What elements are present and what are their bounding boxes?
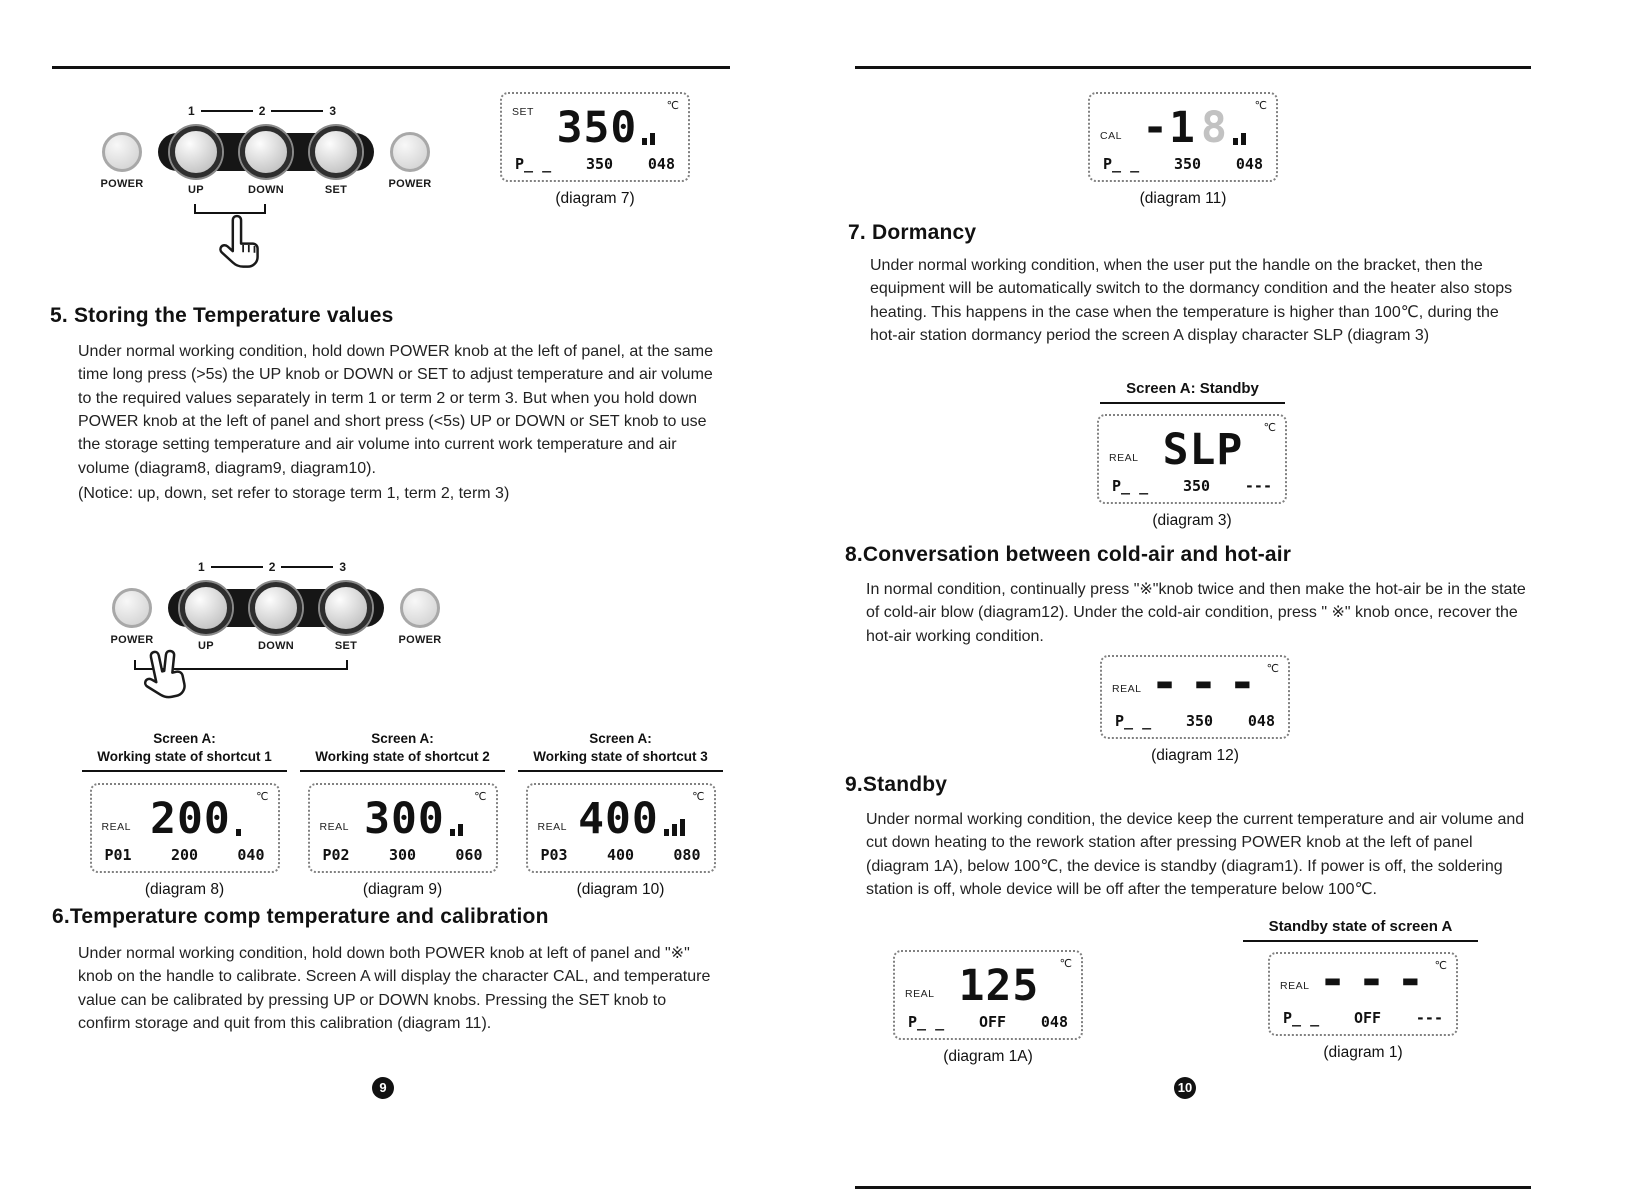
diagram-9-caption: (diagram 9) [362,881,443,899]
diagram-7-caption: (diagram 7) [555,190,635,207]
lcd-display-diagram-3 [1097,414,1287,504]
lcd-set-temperature: 350 [1182,477,1211,495]
knob-callout-numbers [198,560,346,574]
lcd-main-readout [929,958,1069,1011]
callout-line [201,110,253,112]
up-knob-icon [170,126,222,178]
lcd-mode-label: SET [512,106,534,118]
lcd-air-volume: 048 [647,155,675,173]
section-5-heading: 5. Storing the Temperature values [50,304,394,327]
section-8-heading: 8.Conversation between cold-air and hot-air [845,543,1292,566]
airflow-bars-icon [642,133,655,150]
power-knob-icon [112,588,152,628]
lcd-main-readout [1304,960,1444,1004]
callout-number-3: 3 [339,560,347,574]
lcd-status-row [105,846,265,864]
figure-diagram-7 [500,92,690,208]
figure-diagram-12 [1100,655,1290,765]
shortcut-screen-2 [300,730,505,899]
lcd-main-readout [1124,100,1264,153]
callout-number-1: 1 [198,560,205,574]
shortcut-2-label [300,730,505,772]
shortcut-screen-1 [82,730,287,899]
lcd-program-label: P02 [322,846,350,865]
control-panel-figure-top [98,86,438,304]
lcd-air-volume: 048 [1247,712,1275,730]
power-knob-right-group [386,126,434,190]
power-knob-label: POWER [110,634,154,646]
lcd-mode-label: CAL [1100,130,1122,142]
lcd-status-row [1112,477,1272,495]
lcd-air-volume: 060 [455,846,483,865]
right-page-top-rule [855,66,1531,69]
set-knob-icon [320,582,372,634]
lcd-air-volume: 048 [1235,155,1263,173]
callout-number-2: 2 [268,560,276,574]
set-knob-label: SET [334,640,358,652]
lcd-air-volume: --- [1415,1009,1443,1027]
section-7-paragraph: Under normal working condition, when the user put the handle on the bracket, then the equipment will be automatically switch to the dormancy condition and the heater also stops heating. This happens in the case when the temperature is higher than 100℃, during the hot-air station dormancy period the screen A display character SLP (diagram 3) [870,257,1513,345]
celsius-unit-label: ℃ [1059,957,1072,970]
lcd-mode-label: REAL [905,988,935,1000]
celsius-unit-label: ℃ [474,790,487,804]
celsius-unit-label: ℃ [1434,959,1447,972]
lcd-status-row [908,1013,1068,1031]
left-page-top-rule [52,66,730,69]
page-number-left: 9 [372,1077,394,1099]
lcd-set-temperature: 300 [388,846,417,865]
lcd-temperature-value: -1 [1142,103,1196,153]
lcd-status-row [541,846,701,864]
figure-diagram-3 [1097,414,1287,530]
airflow-bars-icon [236,829,241,841]
section-9-paragraph: Under normal working condition, the device keep the current temperature and air volume and cut down heating to the rework station after pressing POWER knob at the left of panel (diagram 1A), below 100℃, the device is standby (diagram1). If power is off, the soldering station is off, whole device will be off after the temperature below 100℃. [866,811,1525,899]
celsius-unit-label: ℃ [1266,662,1279,675]
lcd-program-label: P03 [540,846,568,865]
lcd-dim-digit: 8 [1200,103,1228,153]
lcd-mode-label: REAL [319,821,349,834]
lcd-display-diagram-11 [1088,92,1278,182]
down-knob-icon [240,126,292,178]
celsius-unit-label: ℃ [692,790,705,804]
lcd-display-diagram-7 [500,92,690,182]
lcd-status-value: SLP [1162,425,1244,475]
right-page-bottom-rule [855,1186,1531,1189]
lcd-display-diagram-1a [893,950,1083,1040]
set-knob-group [310,126,362,196]
shortcut-screen-3 [518,730,723,899]
control-panel-figure-middle [108,548,448,733]
celsius-unit-label: ℃ [1254,99,1267,112]
up-knob-group [170,126,222,196]
callout-number-2: 2 [258,104,266,118]
shortcut-1-label [82,730,287,772]
callout-number-1: 1 [188,104,195,118]
down-knob-label: DOWN [247,184,285,196]
screen-a-label: Screen A: [589,731,652,746]
airflow-bars-icon [450,824,463,841]
power-knob-left-group [98,126,146,190]
shortcut-3-sublabel: Working state of shortcut 3 [533,749,708,765]
lcd-dashes-value: ▬ ▬ ▬ [1325,966,1423,994]
section-5-paragraph: Under normal working condition, hold down POWER knob at the left of panel, at the same time long press (>5s) the UP knob or DOWN or SET to adjust temperature and air volume to the required values separately in term 1 or term 2 or term 3. But when you hold down POWER knob at the left of panel and short press (<5s) UP or DOWN or SET knob to use the storage setting temperature and air volume into current work temperature and air volume (diagram8, diagram9, diagram10). [78,343,714,477]
diagram-10-caption: (diagram 10) [576,881,665,899]
up-knob-group [180,582,232,652]
lcd-main-readout [344,790,487,845]
section-9-body [866,808,1538,901]
lcd-program-label: P_ _ [515,155,552,173]
section-5-notice: (Notice: up, down, set refer to storage term 1, term 2, term 3) [78,485,510,503]
set-knob-icon [310,126,362,178]
lcd-air-volume: --- [1244,477,1272,495]
up-knob-label: UP [198,640,214,652]
section-6-body [78,942,723,1035]
lcd-main-readout [126,790,269,845]
lcd-status-row [515,155,675,173]
lcd-set-temperature: 350 [585,155,614,173]
set-knob-group [320,582,372,652]
down-knob-label: DOWN [257,640,295,652]
lcd-set-temperature: 350 [1173,155,1202,173]
up-knob-label: UP [188,184,204,196]
lcd-mode-label: REAL [1109,452,1139,464]
down-knob-icon [250,582,302,634]
section-5-body [78,340,730,506]
diagram-11-caption: (diagram 11) [1139,190,1227,207]
celsius-unit-label: ℃ [256,790,269,804]
power-knob-label: POWER [388,178,432,190]
lcd-set-temperature: 200 [170,846,199,865]
lcd-status-row [1283,1009,1443,1027]
lcd-display-diagram-8 [90,783,280,873]
lcd-mode-label: REAL [101,821,131,834]
airflow-bars-icon [664,819,685,841]
diagram-1-caption: (diagram 1) [1323,1044,1403,1061]
lcd-display-diagram-9 [308,783,498,873]
lcd-status-row [323,846,483,864]
lcd-display-diagram-1 [1268,952,1458,1036]
callout-line [211,566,263,568]
lcd-main-readout [1133,422,1273,475]
lcd-temperature-value: 125 [958,961,1040,1011]
diagram-1a-caption: (diagram 1A) [943,1048,1033,1065]
callout-line [271,110,323,112]
section-9-heading: 9.Standby [845,773,948,796]
lcd-program-label: P_ _ [1115,712,1152,730]
section-6-paragraph: Under normal working condition, hold down both POWER knob at left of panel and "※" knob on the handle to calibrate. Screen A will display the character CAL, and temperature value can be calibrated by pressing UP or DOWN knobs. Pressing the SET knob to confirm storage and quit from this calibration (diagram 11). [78,945,711,1033]
callout-number-3: 3 [329,104,337,118]
power-knob-icon [390,132,430,172]
airflow-bars-icon [1233,133,1246,150]
power-knob-icon [102,132,142,172]
page-number-right: 10 [1174,1077,1196,1099]
knob-callout-numbers [188,104,336,118]
lcd-program-label: P01 [104,846,132,865]
knob-band [158,126,374,196]
shortcut-1-sublabel: Working state of shortcut 1 [97,749,272,765]
lcd-mode-label: REAL [537,821,567,834]
power-knob-right-group [396,582,444,646]
lcd-temperature-value: 200 [150,794,231,845]
knob-band [168,582,384,652]
lcd-dashes-value: ▬ ▬ ▬ [1157,669,1255,697]
section-8-body [866,578,1531,648]
down-knob-group [250,582,302,652]
lcd-mode-label: REAL [1280,980,1310,992]
shortcut-2-sublabel: Working state of shortcut 2 [315,749,490,765]
up-knob-icon [180,582,232,634]
lcd-air-volume: 080 [673,846,701,865]
lcd-program-label: P_ _ [1103,155,1140,173]
pointing-hand-icon [216,214,262,278]
section-7-heading: 7. Dormancy [848,221,977,244]
lcd-program-label: P_ _ [1112,477,1149,495]
lcd-air-volume: 048 [1040,1013,1068,1031]
power-knob-label: POWER [100,178,144,190]
lcd-main-readout [562,790,705,845]
section-8-paragraph: In normal condition, continually press "※"knob twice and then make the hot-air be in the state of cold-air blow (diagram12). Under the cold-air condition, press " ※" knob once, recover the hot-air working condition. [866,581,1526,645]
diagram-12-caption: (diagram 12) [1151,747,1239,764]
lcd-display-diagram-12 [1100,655,1290,739]
down-knob-group [240,126,292,196]
lcd-status-row [1115,712,1275,730]
lcd-temperature-value: 350 [556,103,638,153]
lcd-set-temperature: 350 [1185,712,1214,730]
lcd-temperature-value: 400 [578,794,659,845]
press-indicator-bracket [194,204,266,214]
celsius-unit-label: ℃ [1263,421,1276,434]
lcd-status-row [1103,155,1263,173]
lcd-set-temperature: OFF [1353,1009,1382,1027]
lcd-mode-label: REAL [1112,683,1142,695]
screen-a-label: Screen A: [371,731,434,746]
lcd-main-readout [536,100,676,153]
screen-a-label: Screen A: [153,731,216,746]
section-6-heading: 6.Temperature comp temperature and calibration [52,905,549,928]
shortcut-3-label [518,730,723,772]
lcd-temperature-value: 300 [364,794,445,845]
figure-diagram-1a [893,950,1083,1066]
callout-line [281,566,333,568]
knob-row [108,582,448,652]
lcd-air-volume: 040 [237,846,265,865]
standby-state-label: Standby state of screen A [1243,918,1478,942]
screen-a-standby-label: Screen A: Standby [1100,380,1285,404]
lcd-program-label: P_ _ [1283,1009,1320,1027]
power-knob-label: POWER [398,634,442,646]
section-7-body [870,254,1530,347]
lcd-set-temperature: OFF [978,1013,1007,1031]
knob-row [98,126,438,196]
lcd-main-readout [1136,663,1276,707]
figure-diagram-1 [1268,952,1458,1062]
lcd-display-diagram-10 [526,783,716,873]
set-knob-label: SET [324,184,348,196]
lcd-set-temperature: 400 [606,846,635,865]
lcd-program-label: P_ _ [908,1013,945,1031]
diagram-3-caption: (diagram 3) [1152,512,1232,529]
power-knob-left-group [108,582,156,646]
figure-diagram-11 [1088,92,1278,208]
diagram-8-caption: (diagram 8) [144,881,225,899]
power-knob-icon [400,588,440,628]
celsius-unit-label: ℃ [666,99,679,112]
